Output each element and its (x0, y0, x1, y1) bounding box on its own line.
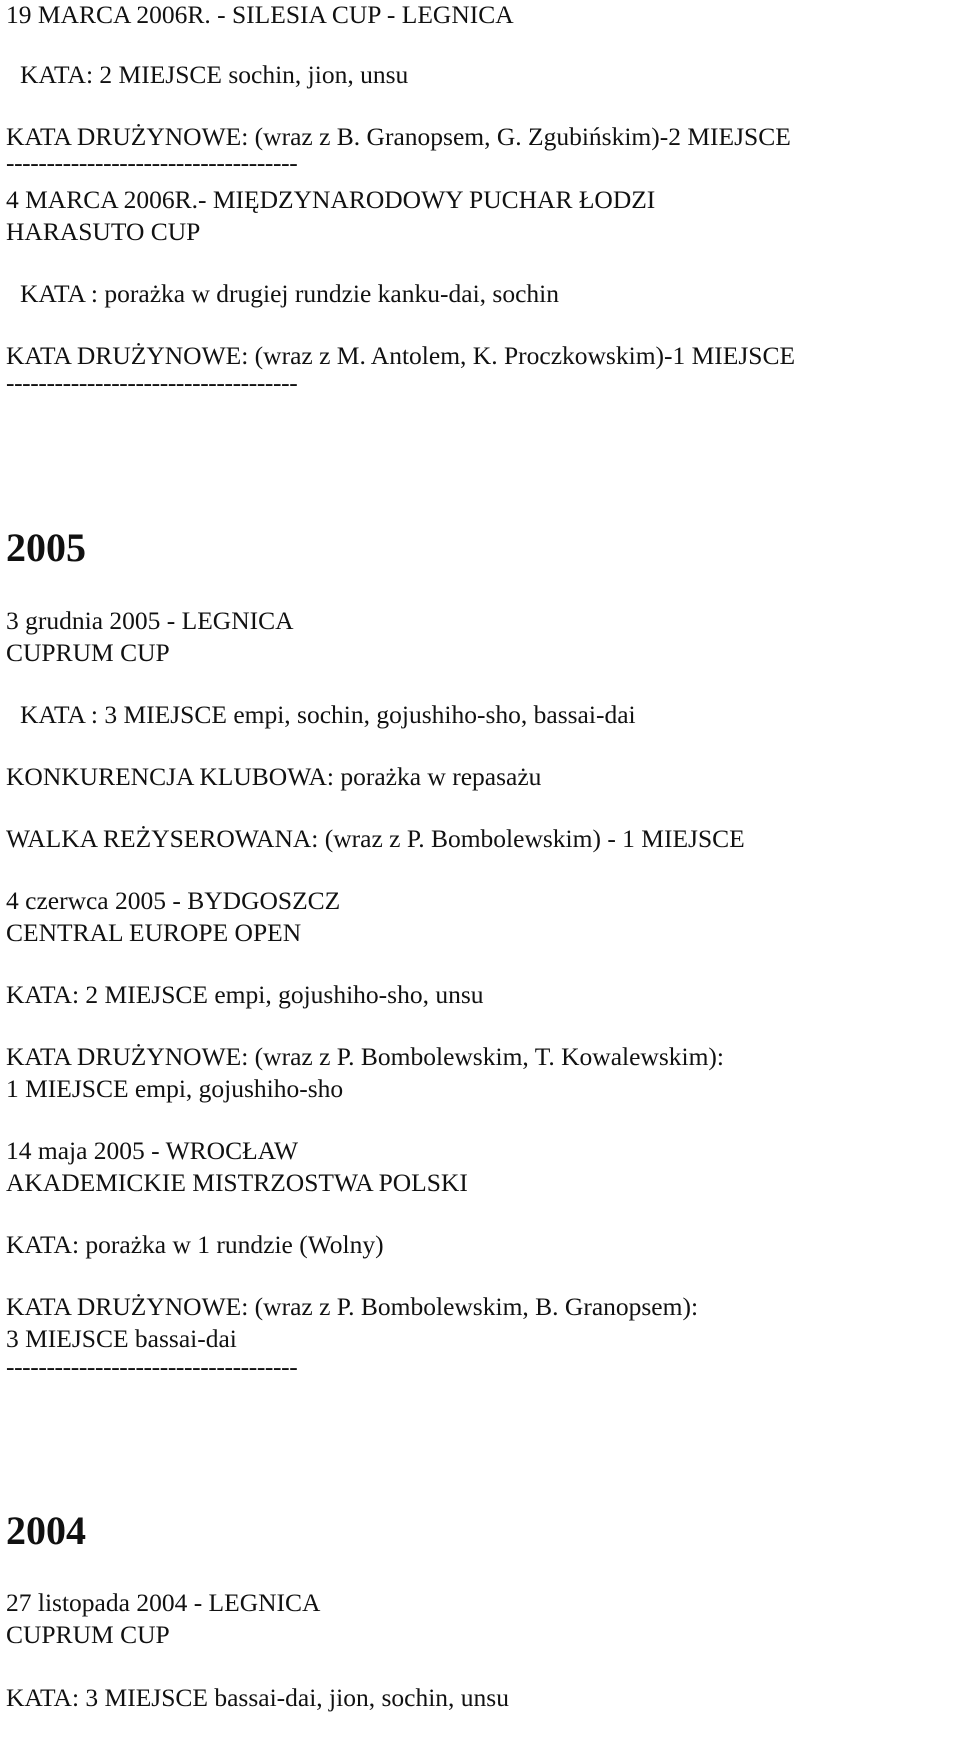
event-name: HARASUTO CUP (6, 217, 201, 246)
result-line: WALKA REŻYSEROWANA: (wraz z P. Bombolewskim) - 1 MIEJSCE (6, 824, 745, 853)
separator: ------------------------------------ (6, 368, 298, 397)
result-line: KATA DRUŻYNOWE: (wraz z P. Bombolewskim, B. Granopsem): (6, 1292, 699, 1321)
event-heading: 27 listopada 2004 - LEGNICA (6, 1588, 321, 1617)
year-heading: 2004 (6, 1508, 86, 1553)
event-name: AKADEMICKIE MISTRZOSTWA POLSKI (6, 1168, 468, 1197)
result-line: KATA DRUŻYNOWE: (wraz z B. Granopsem, G. Zgubińskim)-2 MIEJSCE (6, 122, 791, 151)
event-heading: 4 MARCA 2006R.- MIĘDZYNARODOWY PUCHAR ŁODZI (6, 185, 656, 214)
result-line: KONKURENCJA KLUBOWA: porażka w repasażu (6, 762, 542, 791)
result-line: 1 MIEJSCE empi, gojushiho-sho (6, 1074, 344, 1103)
result-line: KATA: 2 MIEJSCE empi, gojushiho-sho, unsu (6, 980, 484, 1009)
result-line: KATA: 2 MIEJSCE sochin, jion, unsu (20, 60, 409, 89)
result-line: KATA: porażka w 1 rundzie (Wolny) (6, 1230, 384, 1259)
result-line: KATA: 3 MIEJSCE bassai-dai, jion, sochin, unsu (6, 1683, 509, 1712)
result-line: KATA DRUŻYNOWE: (wraz z M. Antolem, K. Proczkowskim)-1 MIEJSCE (6, 341, 796, 370)
result-line: KATA : porażka w drugiej rundzie kanku-dai, sochin (20, 279, 559, 308)
event-name: CENTRAL EUROPE OPEN (6, 918, 302, 947)
event-heading: 4 czerwca 2005 - BYDGOSZCZ (6, 886, 341, 915)
event-heading: 14 maja 2005 - WROCŁAW (6, 1136, 299, 1165)
year-heading: 2005 (6, 525, 86, 570)
event-name: CUPRUM CUP (6, 638, 170, 667)
event-name: CUPRUM CUP (6, 1620, 170, 1649)
separator: ------------------------------------ (6, 1352, 298, 1381)
result-line: KATA DRUŻYNOWE: (wraz z P. Bombolewskim, T. Kowalewskim): (6, 1042, 725, 1071)
event-heading: 19 MARCA 2006R. - SILESIA CUP - LEGNICA (6, 0, 514, 29)
separator: ------------------------------------ (6, 148, 298, 177)
result-line: KATA : 3 MIEJSCE empi, sochin, gojushiho-sho, bassai-dai (20, 700, 636, 729)
event-heading: 3 grudnia 2005 - LEGNICA (6, 606, 294, 635)
result-line: 3 MIEJSCE bassai-dai (6, 1324, 237, 1353)
